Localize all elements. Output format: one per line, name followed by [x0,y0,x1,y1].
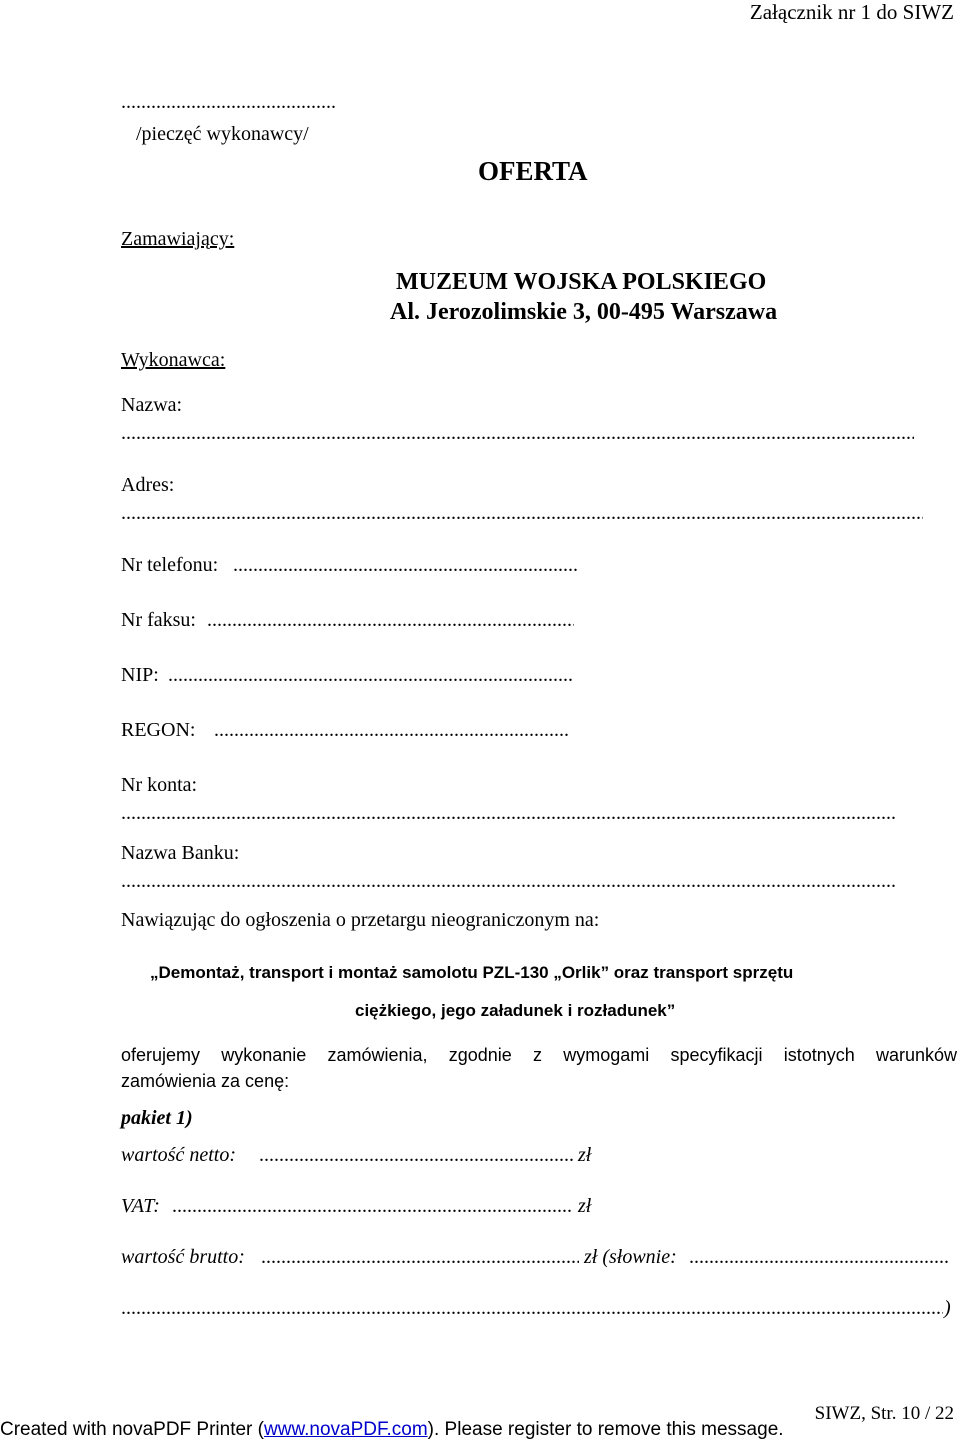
gross-words-close: ) [944,1297,951,1319]
net-value-label: wartość netto: [121,1144,236,1166]
vat-fill-line[interactable] [172,1194,572,1218]
subject-line-1: „Demontaż, transport i montaż samolotu PZL-130 „Orlik” oraz transport sprzętu [150,963,794,982]
client-address: Al. Jerozolimskie 3, 00-495 Warszawa [390,299,778,325]
phone-fill-line[interactable] [233,553,579,577]
vat-label: VAT: [121,1195,160,1217]
address-label: Adres: [121,474,175,496]
nip-label: NIP: [121,664,159,686]
watermark [0,1418,784,1442]
subject-line-2: ciężkiego, jego załadunek i rozładunek” [355,1001,676,1020]
address-fill-line[interactable] [121,501,923,525]
account-fill-line[interactable] [121,801,895,825]
page-number: SIWZ, Str. 10 / 22 [814,1403,954,1424]
net-value-currency: zł [578,1144,592,1166]
watermark-text-post: ). Please register to remove this message. [427,1419,784,1440]
offer-line-2: zamówienia za cenę: [121,1071,290,1091]
bank-label: Nazwa Banku: [121,842,240,864]
name-fill-line[interactable] [121,421,914,445]
account-label: Nr konta: [121,774,198,796]
watermark-text-pre: Created with novaPDF Printer ( [0,1419,264,1440]
nip-fill-line[interactable] [168,663,572,687]
bank-fill-line[interactable] [121,869,895,893]
watermark-link[interactable]: www.novaPDF.com [264,1419,428,1440]
phone-label: Nr telefonu: [121,554,219,576]
net-value-fill-line[interactable] [259,1143,575,1167]
intro-text: Nawiązując do ogłoszenia o przetargu nieograniczonym na: [121,909,600,931]
stamp-dots: ........................................... [121,91,336,113]
gross-words-fill-line-2[interactable] [121,1296,943,1320]
gross-value-fill-line[interactable] [261,1245,579,1269]
client-label: Zamawiający: [121,228,235,250]
page-title: OFERTA [478,156,588,186]
fax-fill-line[interactable] [207,608,574,632]
offer-line-1: oferujemy wykonanie zamówienia, zgodnie z wymogami specyfikacji istotnych warunków [121,1045,957,1065]
vat-currency: zł [578,1195,592,1217]
name-label: Nazwa: [121,394,183,416]
contractor-label: Wykonawca: [121,349,226,371]
regon-label: REGON: [121,719,196,741]
package-title: pakiet 1) [121,1107,193,1129]
gross-words-label: zł (słownie: [584,1246,677,1268]
fax-label: Nr faksu: [121,609,196,631]
stamp-label: /pieczęć wykonawcy/ [136,123,309,145]
gross-value-label: wartość brutto: [121,1246,245,1268]
gross-words-fill-line[interactable] [689,1245,949,1269]
annex-label: Załącznik nr 1 do SIWZ [749,0,954,24]
regon-fill-line[interactable] [214,718,568,742]
client-name: MUZEUM WOJSKA POLSKIEGO [396,269,767,295]
